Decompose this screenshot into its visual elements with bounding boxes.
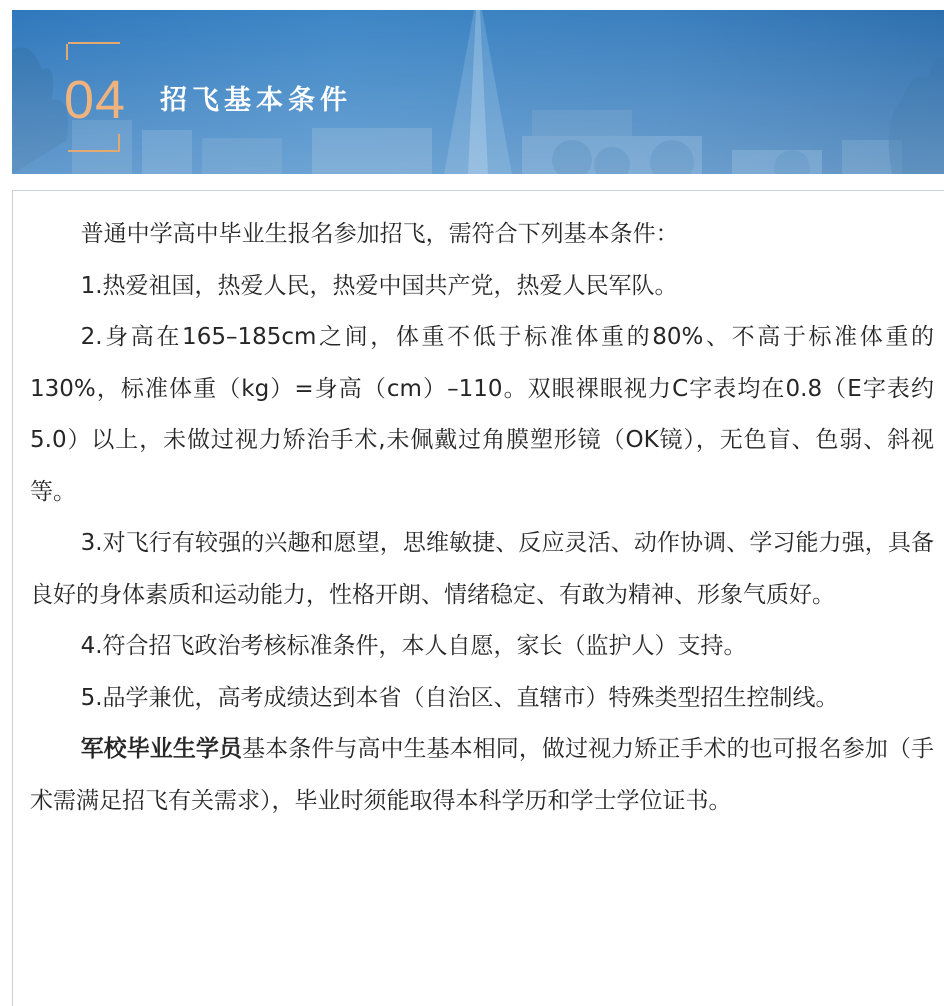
condition-item-4: 4.符合招飞政治考核标准条件，本人自愿，家长（监护人）支持。 bbox=[80, 633, 747, 659]
military-graduate-text: 基本条件与高中生基本相同，做过视力矫正手术的也可报名参加（手术需满足招飞有关需求），毕业时须能取得本科学历和学士学位证书。 bbox=[30, 736, 935, 814]
section-title: 招飞基本条件 bbox=[160, 85, 352, 116]
condition-item-5: 5.品学兼优，高考成绩达到本省（自治区、直辖市）特殊类型招生控制线。 bbox=[80, 684, 839, 711]
intro-paragraph: 普通中学高中毕业生报名参加招飞，需符合下列基本条件： bbox=[80, 221, 679, 247]
condition-item-3: 3.对飞行有较强的兴趣和愿望，思维敏捷、反应灵活、动作协调、学习能力强，具备良好的身体素质和运动能力，性格开朗、情绪稳定、有敢为精神、形象气质好。 bbox=[30, 530, 934, 608]
content-panel bbox=[12, 190, 944, 1006]
section-header-banner bbox=[12, 10, 944, 174]
section-number: 04 bbox=[64, 70, 127, 130]
condition-item-1: 1.热爱祖国，热爱人民，热爱中国共产党，热爱人民军队。 bbox=[80, 272, 678, 299]
condition-item-2: 2.身高在165–185cm之间，体重不低于标准体重的80%、不高于标准体重的130%，标准体重（kg）=身高（cm）–110。双眼裸眼视力C字表均在0.8（E字表约5.0）以上，未做过视力矫治手术,未佩戴过角膜塑形镜（OK镜），无色盲、色弱、斜视等。 bbox=[30, 324, 934, 505]
military-graduate-paragraph bbox=[30, 724, 934, 827]
campus-skyline-background bbox=[12, 10, 944, 174]
article-body bbox=[30, 209, 934, 827]
military-graduate-label: 军校毕业生学员 bbox=[80, 736, 243, 762]
